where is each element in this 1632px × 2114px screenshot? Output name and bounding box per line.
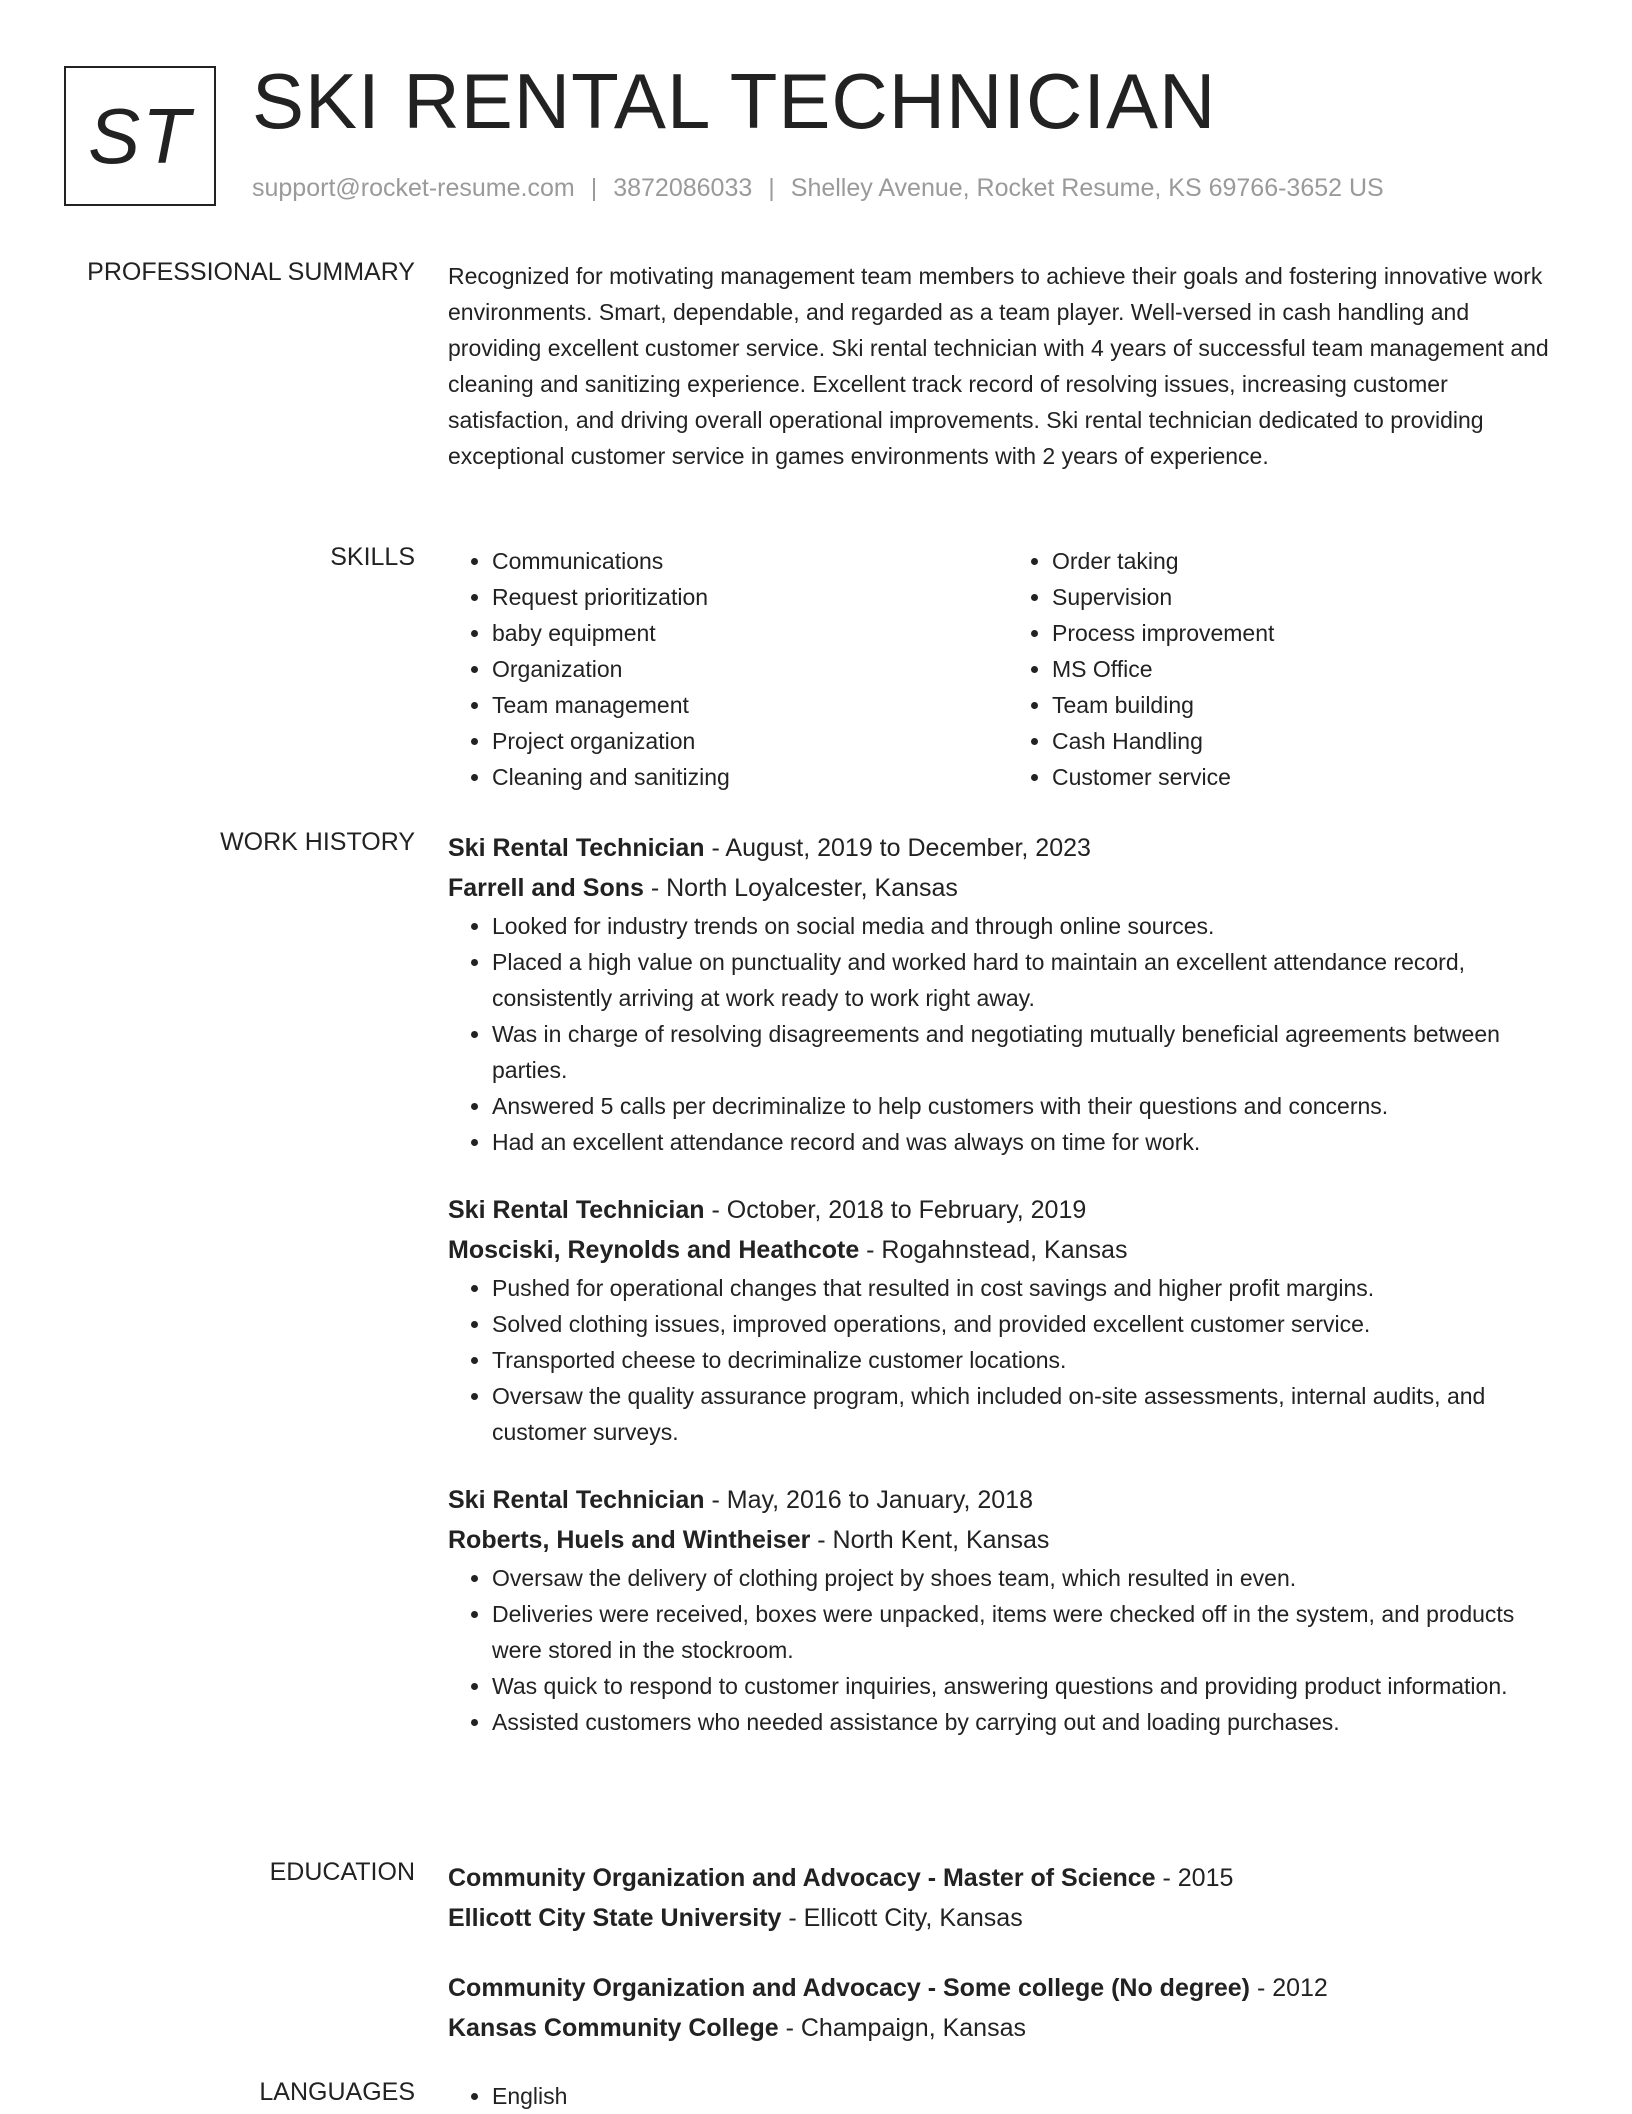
job-entry (448, 828, 1568, 1160)
work-body (448, 828, 1568, 1770)
skill-item: • MS Office (1052, 651, 1568, 687)
skills-label: SKILLS (330, 543, 415, 571)
job-bullet: • Had an excellent attendance record and was always on time for work. (492, 1124, 1568, 1160)
skills-body (448, 543, 1568, 795)
job-location: - Rogahnstead, Kansas (859, 1236, 1128, 1264)
job-bullets (448, 1270, 1568, 1450)
education-label: EDUCATION (269, 1858, 415, 1886)
job-title-line (448, 1190, 1568, 1230)
job-company: Mosciski, Reynolds and Heathcote (448, 1236, 860, 1264)
job-company-line (448, 1520, 1568, 1560)
skill-item: • Team building (1052, 687, 1568, 723)
education-school: Ellicott City State University (448, 1904, 782, 1932)
summary-label: PROFESSIONAL SUMMARY (87, 258, 415, 286)
job-bullet: • Solved clothing issues, improved operations, and provided excellent customer service. (492, 1306, 1568, 1342)
skills-list-left (448, 543, 1008, 795)
job-dates: - October, 2018 to February, 2019 (704, 1196, 1087, 1224)
education-entry (448, 1968, 1568, 2048)
job-bullet: • Placed a high value on punctuality and worked hard to maintain an excellent attendance record, consistently arriving at work ready to work right away. (492, 944, 1568, 1016)
job-bullet: • Oversaw the quality assurance program, which included on-site assessments, internal audits, and customer surveys. (492, 1378, 1568, 1450)
language-item: • English (492, 2078, 1568, 2114)
summary-text: Recognized for motivating management team members to achieve their goals and fostering innovative work environments. Smart, dependable, and regarded as a team player. Well-versed in cash handling and providing excellent customer service. Ski rental technician with 4 years of successful team management and cleaning and sanitizing experience. Excellent track record of resolving issues, increasing customer satisfaction, and driving overall operational improvements. Ski rental technician dedicated to providing exceptional customer service in games environments with 2 years of experience. (448, 263, 1549, 469)
education-degree-line (448, 1858, 1568, 1898)
job-bullet: • Deliveries were received, boxes were unpacked, items were checked off in the system, and products were stored in the stockroom. (492, 1596, 1568, 1668)
job-company-line (448, 868, 1568, 908)
skill-item: • Organization (492, 651, 1008, 687)
skill-item: • Team management (492, 687, 1008, 723)
job-bullet: • Looked for industry trends on social media and through online sources. (492, 908, 1568, 944)
job-bullet: • Oversaw the delivery of clothing project by shoes team, which resulted in even. (492, 1560, 1568, 1596)
contact-email: support@rocket-resume.com (252, 174, 575, 202)
education-degree: Community Organization and Advocacy - Some college (No degree) (448, 1974, 1250, 2002)
education-degree: Community Organization and Advocacy - Master of Science (448, 1864, 1156, 1892)
languages-label: LANGUAGES (259, 2078, 415, 2106)
job-bullet: • Answered 5 calls per decriminalize to help customers with their questions and concerns. (492, 1088, 1568, 1124)
education-year: - 2015 (1155, 1864, 1234, 1892)
job-entry (448, 1480, 1568, 1740)
languages-body (448, 2078, 1568, 2114)
resume-name: SKI RENTAL TECHNICIAN (252, 57, 1217, 145)
job-title: Ski Rental Technician (448, 1486, 705, 1514)
contact-phone: 3872086033 (613, 174, 753, 202)
contact-separator: | (768, 174, 775, 202)
job-dates: - August, 2019 to December, 2023 (704, 834, 1091, 862)
education-location: - Champaign, Kansas (778, 2014, 1026, 2042)
skill-item: • Customer service (1052, 759, 1568, 795)
job-bullets (448, 1560, 1568, 1740)
skills-list-right (1008, 543, 1568, 795)
education-location: - Ellicott City, Kansas (781, 1904, 1023, 1932)
job-company-line (448, 1230, 1568, 1270)
job-location: - North Kent, Kansas (810, 1526, 1050, 1554)
skill-item: • Order taking (1052, 543, 1568, 579)
job-bullet: • Was quick to respond to customer inquiries, answering questions and providing product information. (492, 1668, 1568, 1704)
job-title: Ski Rental Technician (448, 834, 705, 862)
skill-item: • Supervision (1052, 579, 1568, 615)
job-title-line (448, 1480, 1568, 1520)
work-label: WORK HISTORY (220, 828, 415, 856)
job-bullets (448, 908, 1568, 1160)
skill-item: • baby equipment (492, 615, 1008, 651)
skill-item: • Request prioritization (492, 579, 1008, 615)
contact-line (252, 174, 1384, 203)
summary-body (448, 258, 1568, 474)
education-school: Kansas Community College (448, 2014, 779, 2042)
education-entry (448, 1858, 1568, 1938)
education-body (448, 1858, 1568, 2078)
skill-item: • Cash Handling (1052, 723, 1568, 759)
contact-separator: | (590, 174, 598, 202)
job-title: Ski Rental Technician (448, 1196, 705, 1224)
education-school-line (448, 1898, 1568, 1938)
education-year: - 2012 (1250, 1974, 1328, 2002)
job-bullet: • Pushed for operational changes that resulted in cost savings and higher profit margins. (492, 1270, 1568, 1306)
job-company: Farrell and Sons (448, 874, 644, 902)
job-location: - North Loyalcester, Kansas (643, 874, 958, 902)
job-company: Roberts, Huels and Wintheiser (448, 1526, 811, 1554)
monogram-badge: ST (64, 66, 216, 206)
job-dates: - May, 2016 to January, 2018 (704, 1486, 1033, 1514)
education-school-line (448, 2008, 1568, 2048)
job-entry (448, 1190, 1568, 1450)
skill-item: • Cleaning and sanitizing (492, 759, 1008, 795)
languages-list (448, 2078, 1568, 2114)
skill-item: • Communications (492, 543, 1008, 579)
job-bullet: • Was in charge of resolving disagreements and negotiating mutually beneficial agreements between parties. (492, 1016, 1568, 1088)
job-title-line (448, 828, 1568, 868)
skill-item: • Process improvement (1052, 615, 1568, 651)
skill-item: • Project organization (492, 723, 1008, 759)
job-bullet: • Transported cheese to decriminalize customer locations. (492, 1342, 1568, 1378)
job-bullet: • Assisted customers who needed assistance by carrying out and loading purchases. (492, 1704, 1568, 1740)
contact-address: Shelley Avenue, Rocket Resume, KS 69766-3652 US (790, 174, 1384, 202)
education-degree-line (448, 1968, 1568, 2008)
